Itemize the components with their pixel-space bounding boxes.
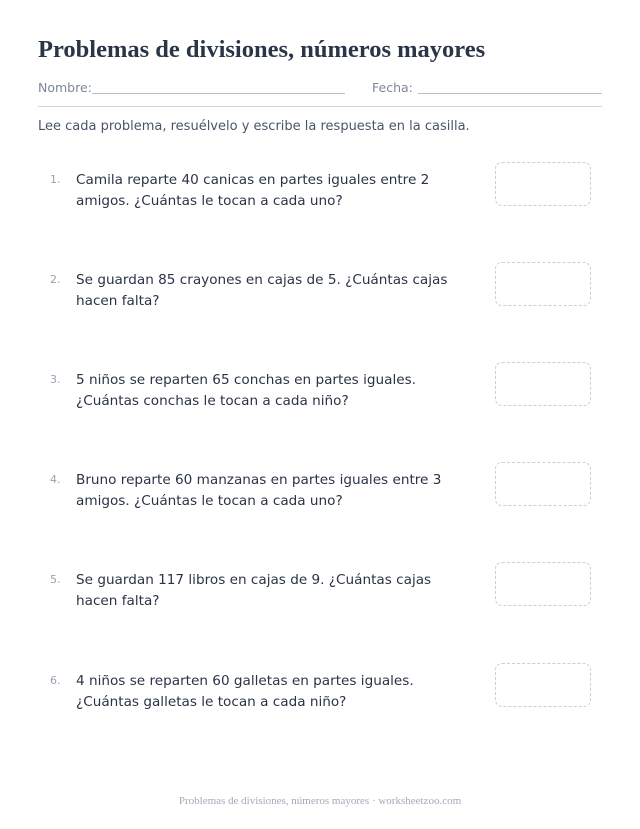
problem-number: 2. bbox=[50, 273, 61, 286]
answer-box[interactable] bbox=[495, 663, 591, 707]
header-divider bbox=[38, 106, 602, 107]
problem-item bbox=[0, 570, 640, 630]
problem-number: 4. bbox=[50, 473, 61, 486]
problem-text: 5 niños se reparten 65 conchas en partes iguales. ¿Cuántas conchas le tocan a cada niño? bbox=[76, 372, 416, 409]
problem-number: 5. bbox=[50, 573, 61, 586]
answer-box[interactable] bbox=[495, 162, 591, 206]
problem-item bbox=[0, 470, 640, 530]
answer-box[interactable] bbox=[495, 362, 591, 406]
answer-box[interactable] bbox=[495, 262, 591, 306]
name-label: Nombre: bbox=[38, 80, 92, 95]
problem-number: 6. bbox=[50, 674, 61, 687]
date-field-line[interactable] bbox=[418, 93, 602, 94]
page-title: Problemas de divisiones, números mayores bbox=[38, 36, 486, 63]
problem-text: Se guardan 85 crayones en cajas de 5. ¿Cuántas cajas hacen falta? bbox=[76, 272, 448, 309]
answer-box[interactable] bbox=[495, 562, 591, 606]
problem-number: 3. bbox=[50, 373, 61, 386]
problem-item bbox=[0, 270, 640, 330]
problem-text: Camila reparte 40 canicas en partes iguales entre 2 amigos. ¿Cuántas le tocan a cada uno? bbox=[76, 172, 430, 209]
problem-item bbox=[0, 170, 640, 230]
problem-text: Bruno reparte 60 manzanas en partes iguales entre 3 amigos. ¿Cuántas le tocan a cada uno? bbox=[76, 472, 442, 509]
answer-box[interactable] bbox=[495, 462, 591, 506]
date-label: Fecha: bbox=[372, 80, 413, 95]
instructions: Lee cada problema, resuélvelo y escribe la respuesta en la casilla. bbox=[38, 119, 470, 134]
problem-text: 4 niños se reparten 60 galletas en partes iguales. ¿Cuántas galletas le tocan a cada niño? bbox=[76, 673, 414, 710]
problem-text: Se guardan 117 libros en cajas de 9. ¿Cuántas cajas hacen falta? bbox=[76, 572, 432, 609]
problem-number: 1. bbox=[50, 173, 61, 186]
problem-item bbox=[0, 370, 640, 430]
footer-text: Problemas de divisiones, números mayores · worksheetzoo.com bbox=[178, 795, 462, 807]
problem-item bbox=[0, 671, 640, 731]
name-field-line[interactable] bbox=[92, 93, 345, 94]
